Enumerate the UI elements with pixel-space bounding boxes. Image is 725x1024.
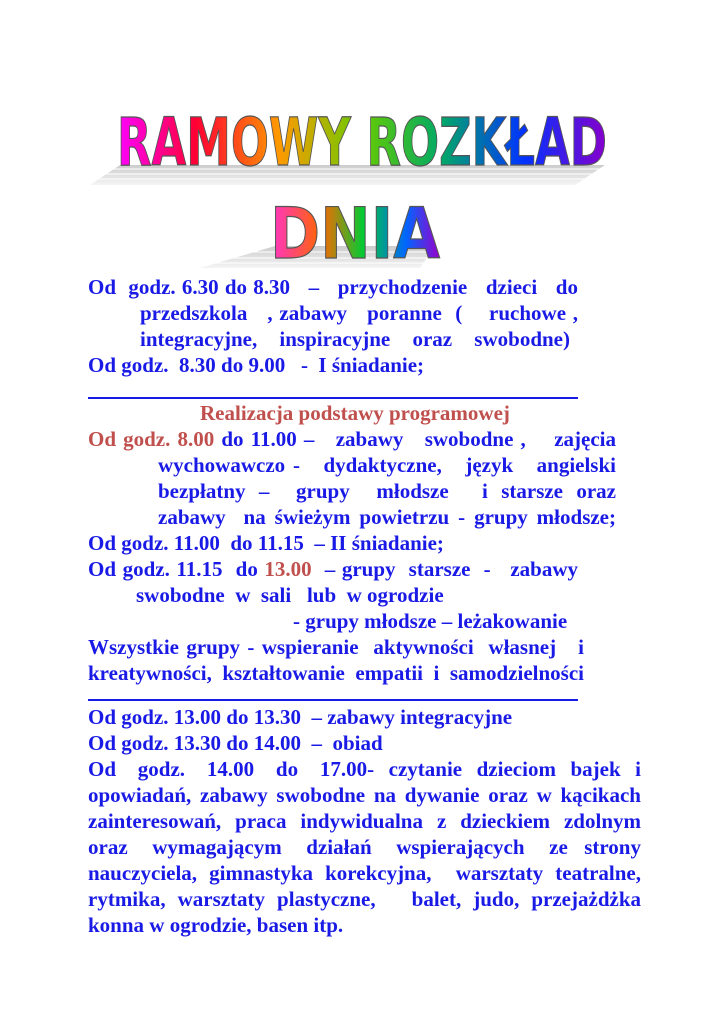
schedule-line: Od godz. 13.30 do 14.00 – obiad <box>88 731 383 755</box>
schedule-line: Od godz. 11.00 do 11.15 – II śniadanie; <box>88 531 444 555</box>
wordart-graphic <box>0 0 725 290</box>
schedule-line: bezpłatny – grupy młodsze i starsze oraz <box>158 479 616 503</box>
schedule-line: Wszystkie grupy - wspieranie aktywności własnej i <box>88 635 584 659</box>
schedule-line: integracyjne, inspiracyjne oraz swobodne) <box>140 327 570 351</box>
schedule-line: oraz wymagającym działań wspierających ze strony <box>88 835 641 859</box>
title-line-1: RAMOWY ROZKŁAD <box>117 104 607 181</box>
schedule-line <box>88 556 578 582</box>
schedule-line: zabawy na świeżym powietrzu - grupy młodsze; <box>158 505 616 529</box>
schedule-text: do 11.00 – zabawy swobodne , zajęcia <box>214 427 616 451</box>
schedule-line: kreatywności, kształtowanie empatii i samodzielności <box>88 661 584 685</box>
divider-line <box>88 397 578 399</box>
schedule-text: Od godz. 11.15 do <box>88 557 265 581</box>
schedule-line: Od godz. 14.00 do 17.00- czytanie dzieciom bajek i <box>88 757 641 781</box>
divider-line <box>88 699 578 701</box>
time-highlight: Od godz. 8.00 <box>88 427 215 451</box>
schedule-text: – grupy starsze - zabawy <box>311 557 578 581</box>
title-line-2: DNIA <box>270 193 440 275</box>
schedule-line: zainteresowań, praca indywidualna z dzieckiem zdolnym <box>88 809 641 833</box>
time-highlight: 13.00 <box>264 557 312 581</box>
schedule-line: Od godz. 8.30 do 9.00 - I śniadanie; <box>88 353 425 377</box>
title-wordart <box>0 0 725 290</box>
schedule-line: opowiadań, zabawy swobodne na dywanie oraz w kącikach <box>88 783 641 807</box>
schedule-line: konna w ogrodzie, basen itp. <box>88 913 344 937</box>
schedule-line: rytmika, warsztaty plastyczne, balet, judo, przejażdżka <box>88 887 641 911</box>
section-heading: Realizacja podstawy programowej <box>200 401 510 425</box>
schedule-line: wychowawczo - dydaktyczne, język angielski <box>158 453 616 477</box>
schedule-line: nauczyciela, gimnastyka korekcyjna, warsztaty teatralne, <box>88 861 641 885</box>
schedule-line: - grupy młodsze – leżakowanie <box>293 609 568 633</box>
schedule-line: Od godz. 13.00 do 13.30 – zabawy integracyjne <box>88 705 513 729</box>
schedule-line: przedszkola , zabawy poranne ( ruchowe , <box>140 301 578 325</box>
schedule-line <box>88 426 616 452</box>
schedule-line: swobodne w sali lub w ogrodzie <box>136 583 444 607</box>
schedule-line: Od godz. 6.30 do 8.30 – przychodzenie dzieci do <box>88 275 578 299</box>
